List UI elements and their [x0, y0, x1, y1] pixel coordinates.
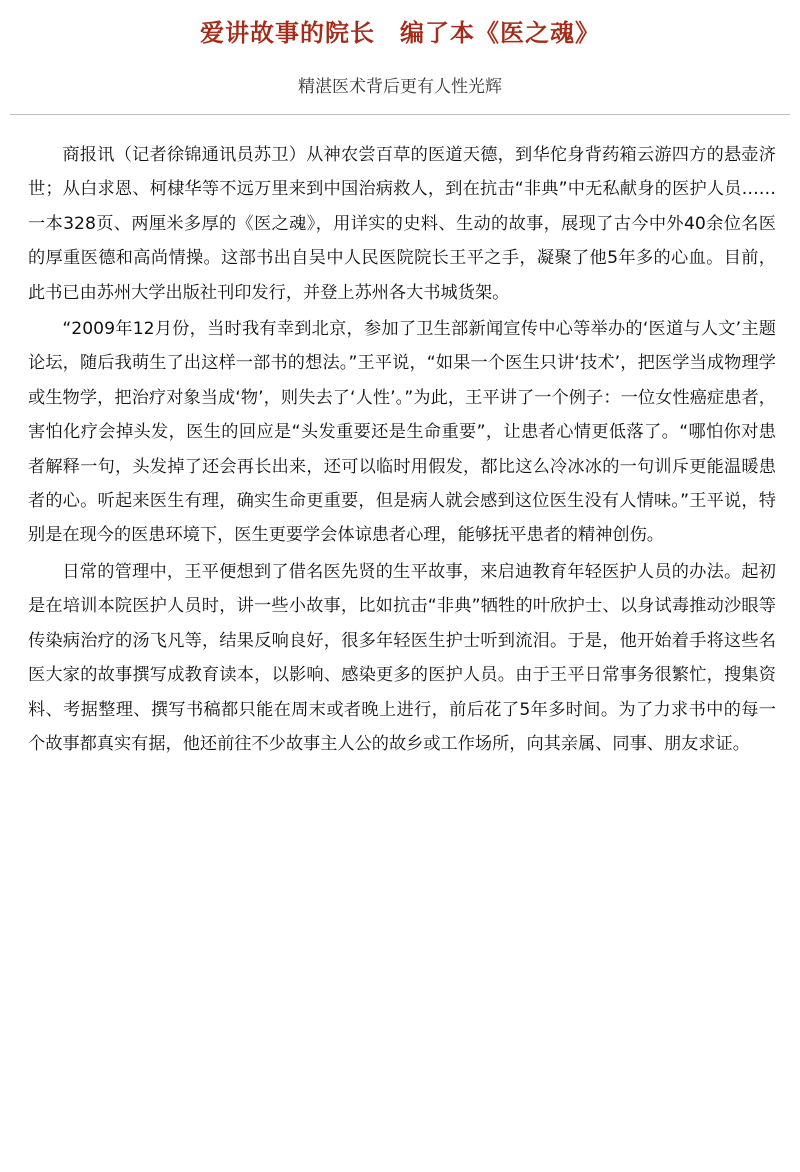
- paragraph-1: 商报讯（记者徐锦通讯员苏卫）从神农尝百草的医道天德，到华佗身背药箱云游四方的悬壶济世；从白求恩、柯棣华等不远万里来到中国治病救人，到在抗击“非典”中无私献身的医护人员……一本328页、两厘米多厚的《医之魂》，用详实的史料、生动的故事，展现了古今中外40余位名医的厚重医德和高尚情操。这部书出自吴中人民医院院长王平之手，凝聚了他5年多的心血。目前，此书已由苏州大学出版社刊印发行，并登上苏州各大书城货架。: [28, 145, 776, 303]
- article-subtitle: 精湛医术背后更有人性光辉: [298, 77, 502, 97]
- article-title: 爱讲故事的院长 编了本《医之魂》: [200, 18, 600, 47]
- article-body: [28, 138, 776, 763]
- paragraph-3: 日常的管理中，王平便想到了借名医先贤的生平故事，来启迪教育年轻医护人员的办法。起初是在培训本院医护人员时，讲一些小故事，比如抗击“非典”牺牲的叶欣护士、以身试毒推动沙眼等传染病治疗的汤飞凡等，结果反响良好，很多年轻医生护士听到流泪。于是，他开始着手将这些名医大家的故事撰写成教育读本，以影响、感染更多的医护人员。由于王平日常事务很繁忙，搜集资料、考据整理、撰写书稿都只能在周末或者晚上进行，前后花了5年多时间。为了力求书中的每一个故事都真实有据，他还前往不少故事主人公的故乡或工作场所，向其亲属、同事、朋友求证。: [28, 561, 776, 754]
- paragraph-2: “2009年12月份，当时我有幸到北京，参加了卫生部新闻宣传中心等举办的‘医道与人文’主题论坛，随后我萌生了出这样一部书的想法。”王平说，“如果一个医生只讲‘技术’，把医学当成物理学或生物学，把治疗对象当成‘物’，则失去了‘人性’。”为此，王平讲了一个例子：一位女性癌症患者，害怕化疗会掉头发，医生的回应是“头发重要还是生命重要”，让患者心情更低落了。“哪怕你对患者解释一句，头发掉了还会再长出来，还可以临时用假发，都比这么冷冰冰的一句训斥更能温暖患者的心。听起来医生有理，确实生命更重要，但是病人就会感到这位医生没有人情味。”王平说，特别是在现今的医患环境下，医生更要学会体谅患者心理，能够抚平患者的精神创伤。: [28, 319, 776, 546]
- title-divider: [10, 114, 790, 115]
